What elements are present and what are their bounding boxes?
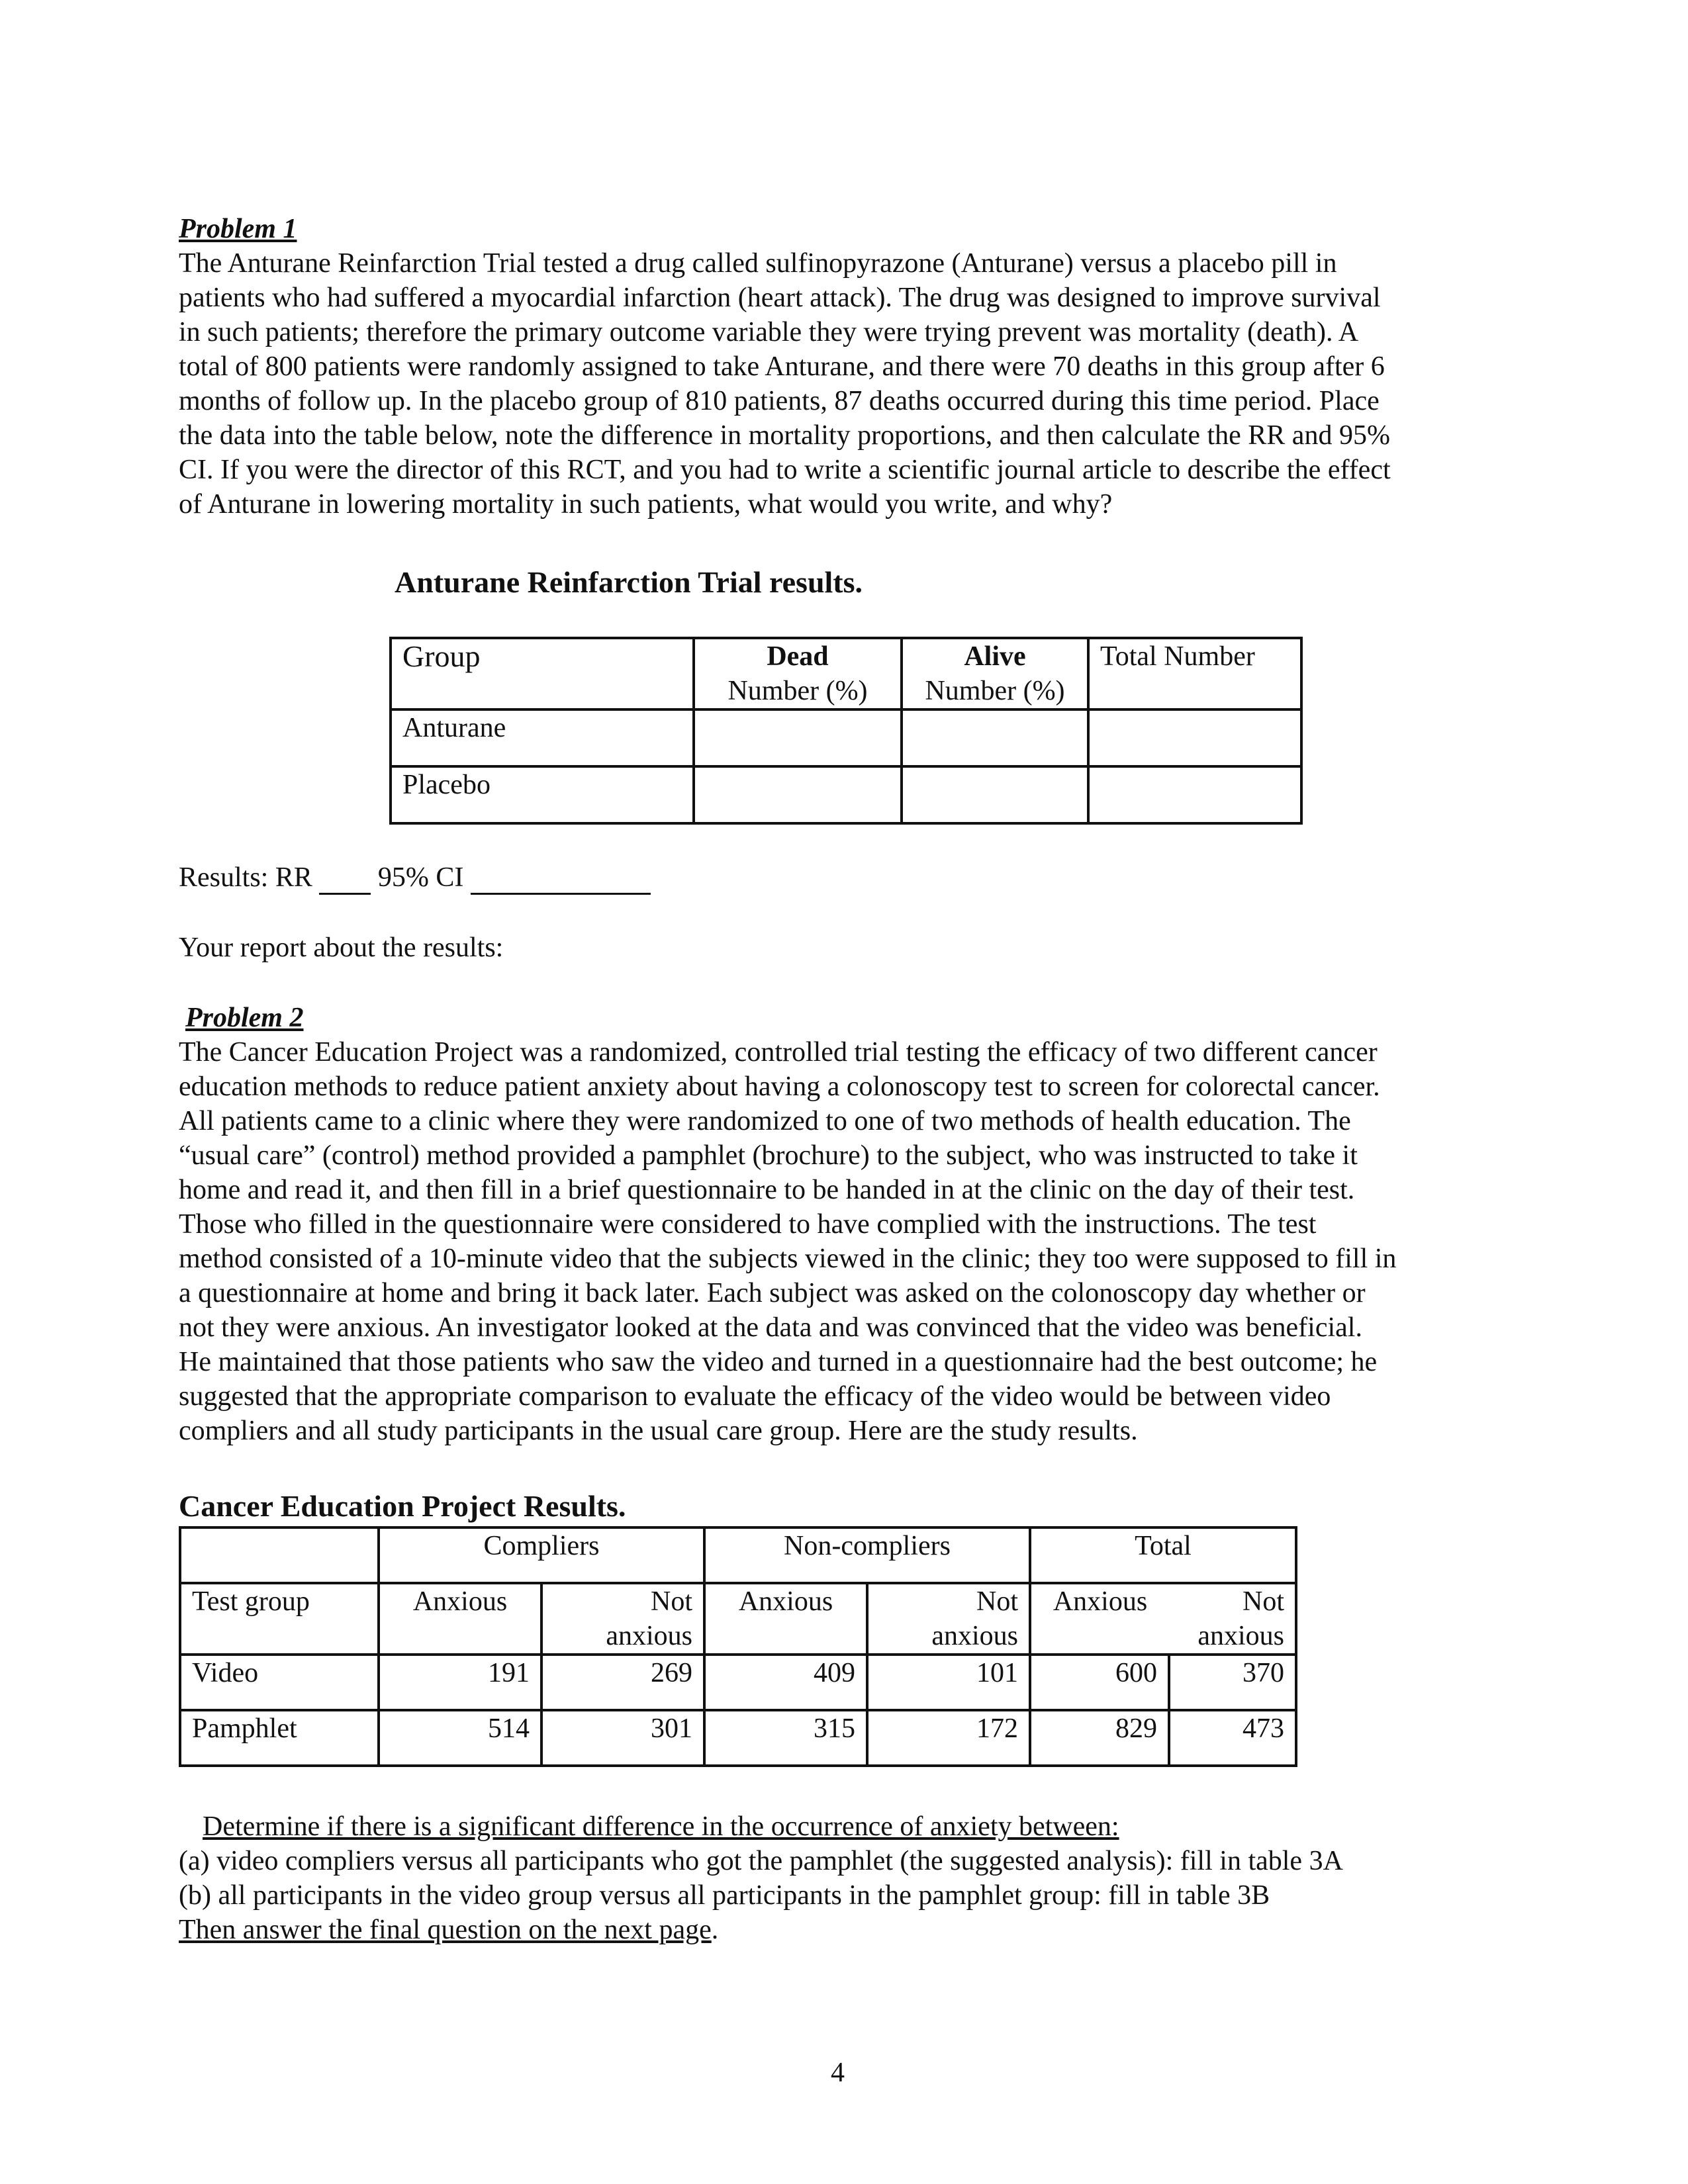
- text-line: suggested that the appropriate comparison to evaluate the efficacy of the video would be between video: [179, 1381, 1331, 1412]
- text-line: compliers and all study participants in the usual care group. Here are the study results.: [179, 1416, 1138, 1446]
- table-row: [180, 1710, 1296, 1766]
- header-group: Group: [391, 638, 694, 709]
- cell-empty[interactable]: [902, 766, 1088, 823]
- cancer-results-table: [179, 1526, 1297, 1767]
- rr-label: Results: RR: [179, 862, 312, 893]
- text-line: All patients came to a clinic where they were randomized to one of two methods of health education. The: [179, 1106, 1351, 1136]
- text-line: education methods to reduce patient anxiety about having a colonoscopy test to screen for colorectal cancer.: [179, 1071, 1380, 1102]
- text-line: CI. If you were the director of this RCT, and you had to write a scientific journal article to describe the effect: [179, 455, 1391, 485]
- text-line: total of 800 patients were randomly assigned to take Anturane, and there were 70 deaths in this group after 6: [179, 351, 1385, 382]
- cell-value: 315: [704, 1710, 867, 1766]
- problem-1-heading: Problem 1: [179, 214, 297, 244]
- cell-empty[interactable]: [694, 766, 902, 823]
- anturane-results-table: [389, 637, 1303, 825]
- text-line: patients who had suffered a myocardial infarction (heart attack). The drug was designed to improve survival: [179, 283, 1381, 313]
- text-line: of Anturane in lowering mortality in such patients, what would you write, and why?: [179, 489, 1113, 520]
- cell-empty[interactable]: [1088, 766, 1301, 823]
- cell-value: 269: [541, 1655, 704, 1710]
- cell-value: 101: [867, 1655, 1030, 1710]
- cell-empty[interactable]: [694, 709, 902, 766]
- cell-value: 370: [1169, 1655, 1296, 1710]
- anxious-label: anxious: [606, 1621, 692, 1651]
- header-not-anxious: [541, 1583, 704, 1655]
- item-b: (b) all participants in the video group versus all participants in the pamphlet group: fill in table 3B: [179, 1880, 1270, 1911]
- ci-blank[interactable]: [471, 864, 651, 895]
- item-a: (a) video compliers versus all participants who got the pamphlet (the suggested analysis): fill in table 3A: [179, 1846, 1343, 1876]
- header-empty: [180, 1527, 379, 1583]
- ci-label: 95% CI: [377, 862, 464, 893]
- anturane-table-title: Anturane Reinfarction Trial results.: [395, 565, 863, 599]
- text-line: a questionnaire at home and bring it back later. Each subject was asked on the colonoscopy day whether or: [179, 1278, 1366, 1308]
- row-anturane: Anturane: [391, 709, 694, 766]
- alive-label: Alive: [964, 641, 1026, 672]
- text-line: the data into the table below, note the difference in mortality proportions, and then calculate the RR and 95%: [179, 420, 1390, 451]
- problem-2-text: [179, 1035, 1523, 1448]
- cell-empty[interactable]: [1088, 709, 1301, 766]
- row-pamphlet: Pamphlet: [180, 1710, 379, 1766]
- dead-label: Dead: [767, 641, 829, 672]
- not-label: Not: [1243, 1586, 1284, 1617]
- header-noncompliers: Non-compliers: [704, 1527, 1030, 1583]
- text-line: months of follow up. In the placebo group of 810 patients, 87 deaths occurred during this time period. Place: [179, 386, 1380, 416]
- table-row: [180, 1655, 1296, 1710]
- text-line: The Anturane Reinfarction Trial tested a drug called sulfinopyrazone (Anturane) versus a placebo pill in: [179, 248, 1337, 279]
- header-dead: [694, 638, 902, 709]
- cell-value: 409: [704, 1655, 867, 1710]
- text-line: “usual care” (control) method provided a pamphlet (brochure) to the subject, who was instructed to take it: [179, 1140, 1358, 1171]
- header-not-anxious: [1169, 1583, 1296, 1655]
- not-label: Not: [651, 1586, 692, 1617]
- cell-value: 191: [379, 1655, 541, 1710]
- final-text: Then answer the final question on the next page: [179, 1915, 712, 1945]
- text-line: not they were anxious. An investigator looked at the data and was convinced that the video was beneficial.: [179, 1312, 1362, 1343]
- cell-empty[interactable]: [902, 709, 1088, 766]
- header-total: Total: [1030, 1527, 1296, 1583]
- final-instruction: [179, 1913, 718, 1947]
- rr-blank[interactable]: [319, 864, 371, 895]
- dead-sub: Number (%): [727, 676, 868, 706]
- row-placebo: Placebo: [391, 766, 694, 823]
- header-not-anxious: [867, 1583, 1030, 1655]
- cell-value: 829: [1030, 1710, 1169, 1766]
- anxious-label: anxious: [931, 1621, 1018, 1651]
- report-label: Your report about the results:: [179, 933, 504, 963]
- results-line: [179, 860, 651, 895]
- text-line: home and read it, and then fill in a brief questionnaire to be handed in at the clinic on the day of their test.: [179, 1175, 1355, 1205]
- text-line: Those who filled in the questionnaire were considered to have complied with the instructions. The test: [179, 1209, 1317, 1240]
- determine-line: Determine if there is a significant difference in the occurrence of anxiety between:: [203, 1811, 1119, 1842]
- header-alive: [902, 638, 1088, 709]
- cell-value: 514: [379, 1710, 541, 1766]
- header-anxious: Anxious: [1030, 1583, 1169, 1655]
- header-anxious: Anxious: [704, 1583, 867, 1655]
- alive-sub: Number (%): [925, 676, 1065, 706]
- header-anxious: Anxious: [379, 1583, 541, 1655]
- not-label: Not: [976, 1586, 1018, 1617]
- text-line: The Cancer Education Project was a randomized, controlled trial testing the efficacy of two different cancer: [179, 1037, 1378, 1068]
- cell-value: 473: [1169, 1710, 1296, 1766]
- problem-2-heading: Problem 2: [185, 1003, 304, 1033]
- header-total: Total Number: [1088, 638, 1301, 709]
- cancer-table-title: Cancer Education Project Results.: [179, 1489, 626, 1523]
- cell-value: 301: [541, 1710, 704, 1766]
- header-test-group: Test group: [180, 1583, 379, 1655]
- page-number: 4: [831, 2058, 845, 2088]
- cell-value: 600: [1030, 1655, 1169, 1710]
- problem-1-text: [179, 246, 1523, 522]
- row-video: Video: [180, 1655, 379, 1710]
- cell-value: 172: [867, 1710, 1030, 1766]
- text-line: He maintained that those patients who saw the video and turned in a questionnaire had the best outcome; he: [179, 1347, 1378, 1377]
- final-period: .: [711, 1915, 719, 1945]
- anxious-label: anxious: [1197, 1621, 1284, 1651]
- text-line: in such patients; therefore the primary outcome variable they were trying prevent was mortality (death). A: [179, 317, 1359, 347]
- text-line: method consisted of a 10-minute video that the subjects viewed in the clinic; they too were supposed to fill in: [179, 1244, 1397, 1274]
- header-compliers: Compliers: [379, 1527, 704, 1583]
